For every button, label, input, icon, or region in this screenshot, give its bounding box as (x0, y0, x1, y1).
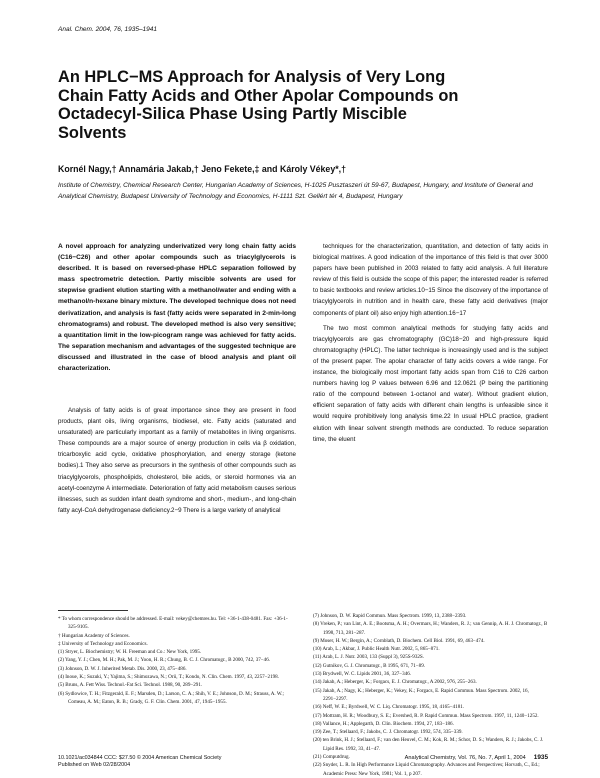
reference: (7) Johnson, D. W. Rapid Commun. Mass Spectrom. 1999, 13, 2388−2393. (313, 613, 467, 619)
reference: (20) ten Brink, H. J.; Stellaard, F.; van den Heuvel, C. M.; Kok, R. M.; Schor, D. S.; Wanders, R. J.; Jakobs, C. J. Lipid Res. 1992, 33, 41−47. (313, 737, 544, 752)
title-line: An HPLC−MS Approach for Analysis of Very Long (58, 68, 446, 86)
footnote: (1) Stryer, L. Biochemistry; W. H. Freeman and Co.: New York, 1995. (58, 649, 202, 656)
page-footer (405, 754, 548, 761)
reference: (8) Vreken, P.; van Lint, A. E.; Bootsma, A. H.; Overmars, H.; Wanders, R. J.; van Gennip, A. H. J. Chromatogr., B 1998, 713, 281−287. (313, 621, 548, 636)
footnote-divider (58, 610, 128, 611)
reference: (21) Computdrug. (313, 754, 350, 761)
page-number: 1935 (533, 754, 548, 761)
paragraph: Analysis of fatty acids is of great importance since they are present in food products, plant oils, living organisms, biodiesel, etc. Fatty acids (saturated and unsaturated) are particularly important as a family of metabolites in living organisms. These compounds are a major source of energy production in cells via β oxidation, tricarboxylic acid cycle, oxidative phosphorylation, and energy storage (ketone bodies).1 They also serve as precursors in the synthesis of other compounds such as triacylglycerols, phospholipids, cholesterol, bile acids, or steroid hormones via an acetyl-coenzyme A intermediate. Deterioration of fatty acid metabolism causes serious illnesses, such as sudden infant death syndrome and short-, medium-, and long-chain fatty acyl-CoA dehydrogenase deficiency.2−9 There is a large variety of analytical (58, 407, 296, 514)
footnote: (3) Johnson, D. W. J. Inherited Metab. Dis. 2000, 23, 475−486. (58, 665, 187, 672)
footnote: (5) Bruns, A. Fett Wiss. Technol.-Fat Sci. Technol. 1988, 90, 289−291. (58, 682, 203, 689)
reference: (16) Neff, W. E.; Byrdwell, W. C. Liq. Chromatogr. 1995, 18, 4165−4181. (313, 704, 465, 711)
right-column-text (313, 241, 548, 445)
reference: (9) Moser, H. W.; Bergin, A.; Cornblath, D. Biochem. Cell Biol. 1991, 69, 463−474. (313, 637, 485, 644)
title-line: Chain Fatty Acids and Other Apolar Compounds on (58, 86, 459, 105)
reference: (19) Zee, T.; Stellaard, F.; Jakobs, C. J. Chromatogr. 1992, 574, 335−339. (313, 729, 463, 736)
journal-citation: Anal. Chem. 2004, 76, 1935–1941 (58, 26, 158, 33)
paragraph: techniques for the characterization, quantitation, and detection of fatty acids in biological matrixes. A good indication of the importance of this field is that over 3000 papers have been published in 2003 related to fatty acid analysis. A full literature review of this field is outside the scope of this paper; the interested reader is referred to basic textbooks and review articles.10−15 Since the discovery of the importance of triacylglycerols in nutrition and in health care, these fatty acid derivatives (major components of plant oil) also enjoy high attention.16−17 (313, 243, 548, 317)
reference: (10) Arab, L.; Akbar, J. Public Health Nutr. 2002, 5, 865−871. (313, 646, 440, 653)
reference: (14) Jakab, A.; Heberger, K.; Forgacs, E. J. Chromatogr., A 2002, 976, 255−263. (313, 679, 477, 686)
published-date: Published on Web 02/28/2004 (58, 762, 131, 768)
footnote: (4) Inoue, K.; Suzuki, Y.; Yajima, S.; Shimozawa, N.; Orii, T.; Kondo, N. Clin. Chem. 1997, 43, 2257−2198. (58, 674, 280, 681)
paragraph: The two most common analytical methods for studying fatty acids and triacylglycerols are gas chromatography (GC)18−20 and high-pressure liquid chromatography (HPLC). The latter technique is increasingly used and is the subject of the present paper. The apolar character of fatty acids covers a wide range. For instance, the biologically most important fatty acids span from C16 to C26 carbon numbers having log P values between 6.96 and 12.0621 (P being the partitioning ratio of the compound between 1-octanol and water). Without gradient elution, efficient separation of fatty acids with different chain lengths is unfeasible since it would require prohibitively long analysis time.22 In usual HPLC practice, gradient elution with linear solvent strength methods are conducted. To reduce separation time, the eluent (313, 324, 548, 443)
footnote: (2) Yang, Y. J.; Chen, M. H.; Pak, M. J.; Yoon, H. R.; Chung, B. C. J. Chromatogr., B 2000, 742, 37−46. (58, 657, 271, 664)
title-line: Solvents (58, 123, 127, 142)
introduction-text (58, 405, 296, 516)
footnote: ‡ University of Technology and Economics. (58, 640, 148, 647)
issue-info: Analytical Chemistry, Vol. 76, No. 7, April 1, 2004 (404, 755, 526, 761)
footnote: (6) Sydlowice, T. H.; Fitzgerald, E. F.; Marsden, D.; Larson, C. A.; Shih, V. E.; Johnson, D. M.; Strauss, A. W.; Comeau, A. M.; Eaton, R. B.; Grady, G. F. Clin. Chem. 2001, 47, 1945−1955. (58, 690, 284, 705)
author-list: Kornél Nagy,† Annamária Jakab,† Jeno Fekete,‡ and Károly Vékey*,† (58, 164, 346, 174)
footnote: * To whom correspondence should be addressed. E-mail: vekey@chemres.hu. Tel: +36-1-438-0481. Fax: +36-1-325-9105. (58, 616, 288, 631)
reference: (17) Mottram, H. R.; Woodbury, S. E.; Evershed, R. P. Rapid Commun. Mass Spectrom. 1997, 11, 1240−1252. (313, 712, 539, 719)
abstract: A novel approach for analyzing underivatized very long chain fatty acids (C16−C26) and other apolar compounds such as triacylglycerols is described. It is based on reversed-phase HPLC separation followed by mass spectrometric detection. Partly miscible solvents are used for stepwise gradient elution starting with a methanol/water and ending with a methanol/n-hexane binary mixture. The developed technique does not need derivatization, and analysis is fast (fatty acids were separated in 2-min-long chromatograms) and robust. The developed method is also very sensitive; a quantitation limit in the low-picogram range was achieved for fatty acids. The separation mechanism and advantages of the suggested technique are discussed and illustrated in the case of blood analysis and plant oil characterization. (58, 243, 296, 373)
affiliations: Institute of Chemistry, Chemical Research Center, Hungarian Academy of Sciences, H-1025 Pusztaszeri út 59-67, Budapest, Hungary, and Institute of General and Analytical Chemistry, Budapest University of Technology and Economics, H-1111 Szt. Gellért tér 4, Budapest, Hungary (58, 182, 533, 200)
reference: (15) Jakab, A.; Nagy, K.; Heberger, K.; Vekey, K.; Forgacs, E. Rapid Commun. Mass Spectrom. 2002, 16, 2291−2297. (313, 687, 529, 702)
reference: (18) Vallance, H.; Applegarth, D. Clin. Biochem. 1994, 27, 183−186. (313, 720, 454, 727)
title-line: Octadecyl-Silica Phase Using Partly Miscible (58, 105, 407, 124)
doi-line: 10.1021/ac034844 CCC: $27.50 © 2004 American Chemical Society (58, 755, 222, 761)
publication-info (58, 755, 221, 769)
footnotes (58, 615, 296, 706)
reference: (11) Arab, L. J. Nutr. 2003, 133 (Suppl 3), 925S-932S. (313, 654, 425, 661)
paper-title (58, 68, 558, 142)
reference: (12) Gutnikov, G. J. Chromatogr., B 1995, 671, 71−89. (313, 662, 426, 669)
reference: (13) Brydwell, W. C. Lipids 2001, 36, 327−346. (313, 671, 412, 678)
reference: (22) Snyder, L. R. In High Performance Liquid Chromatography. Advances and Perspectives; Horvath, C., Ed.; Academic Press: New York, 1981; Vol. 1, p 207. (313, 762, 540, 777)
footnote: † Hungarian Academy of Sciences. (58, 632, 130, 639)
